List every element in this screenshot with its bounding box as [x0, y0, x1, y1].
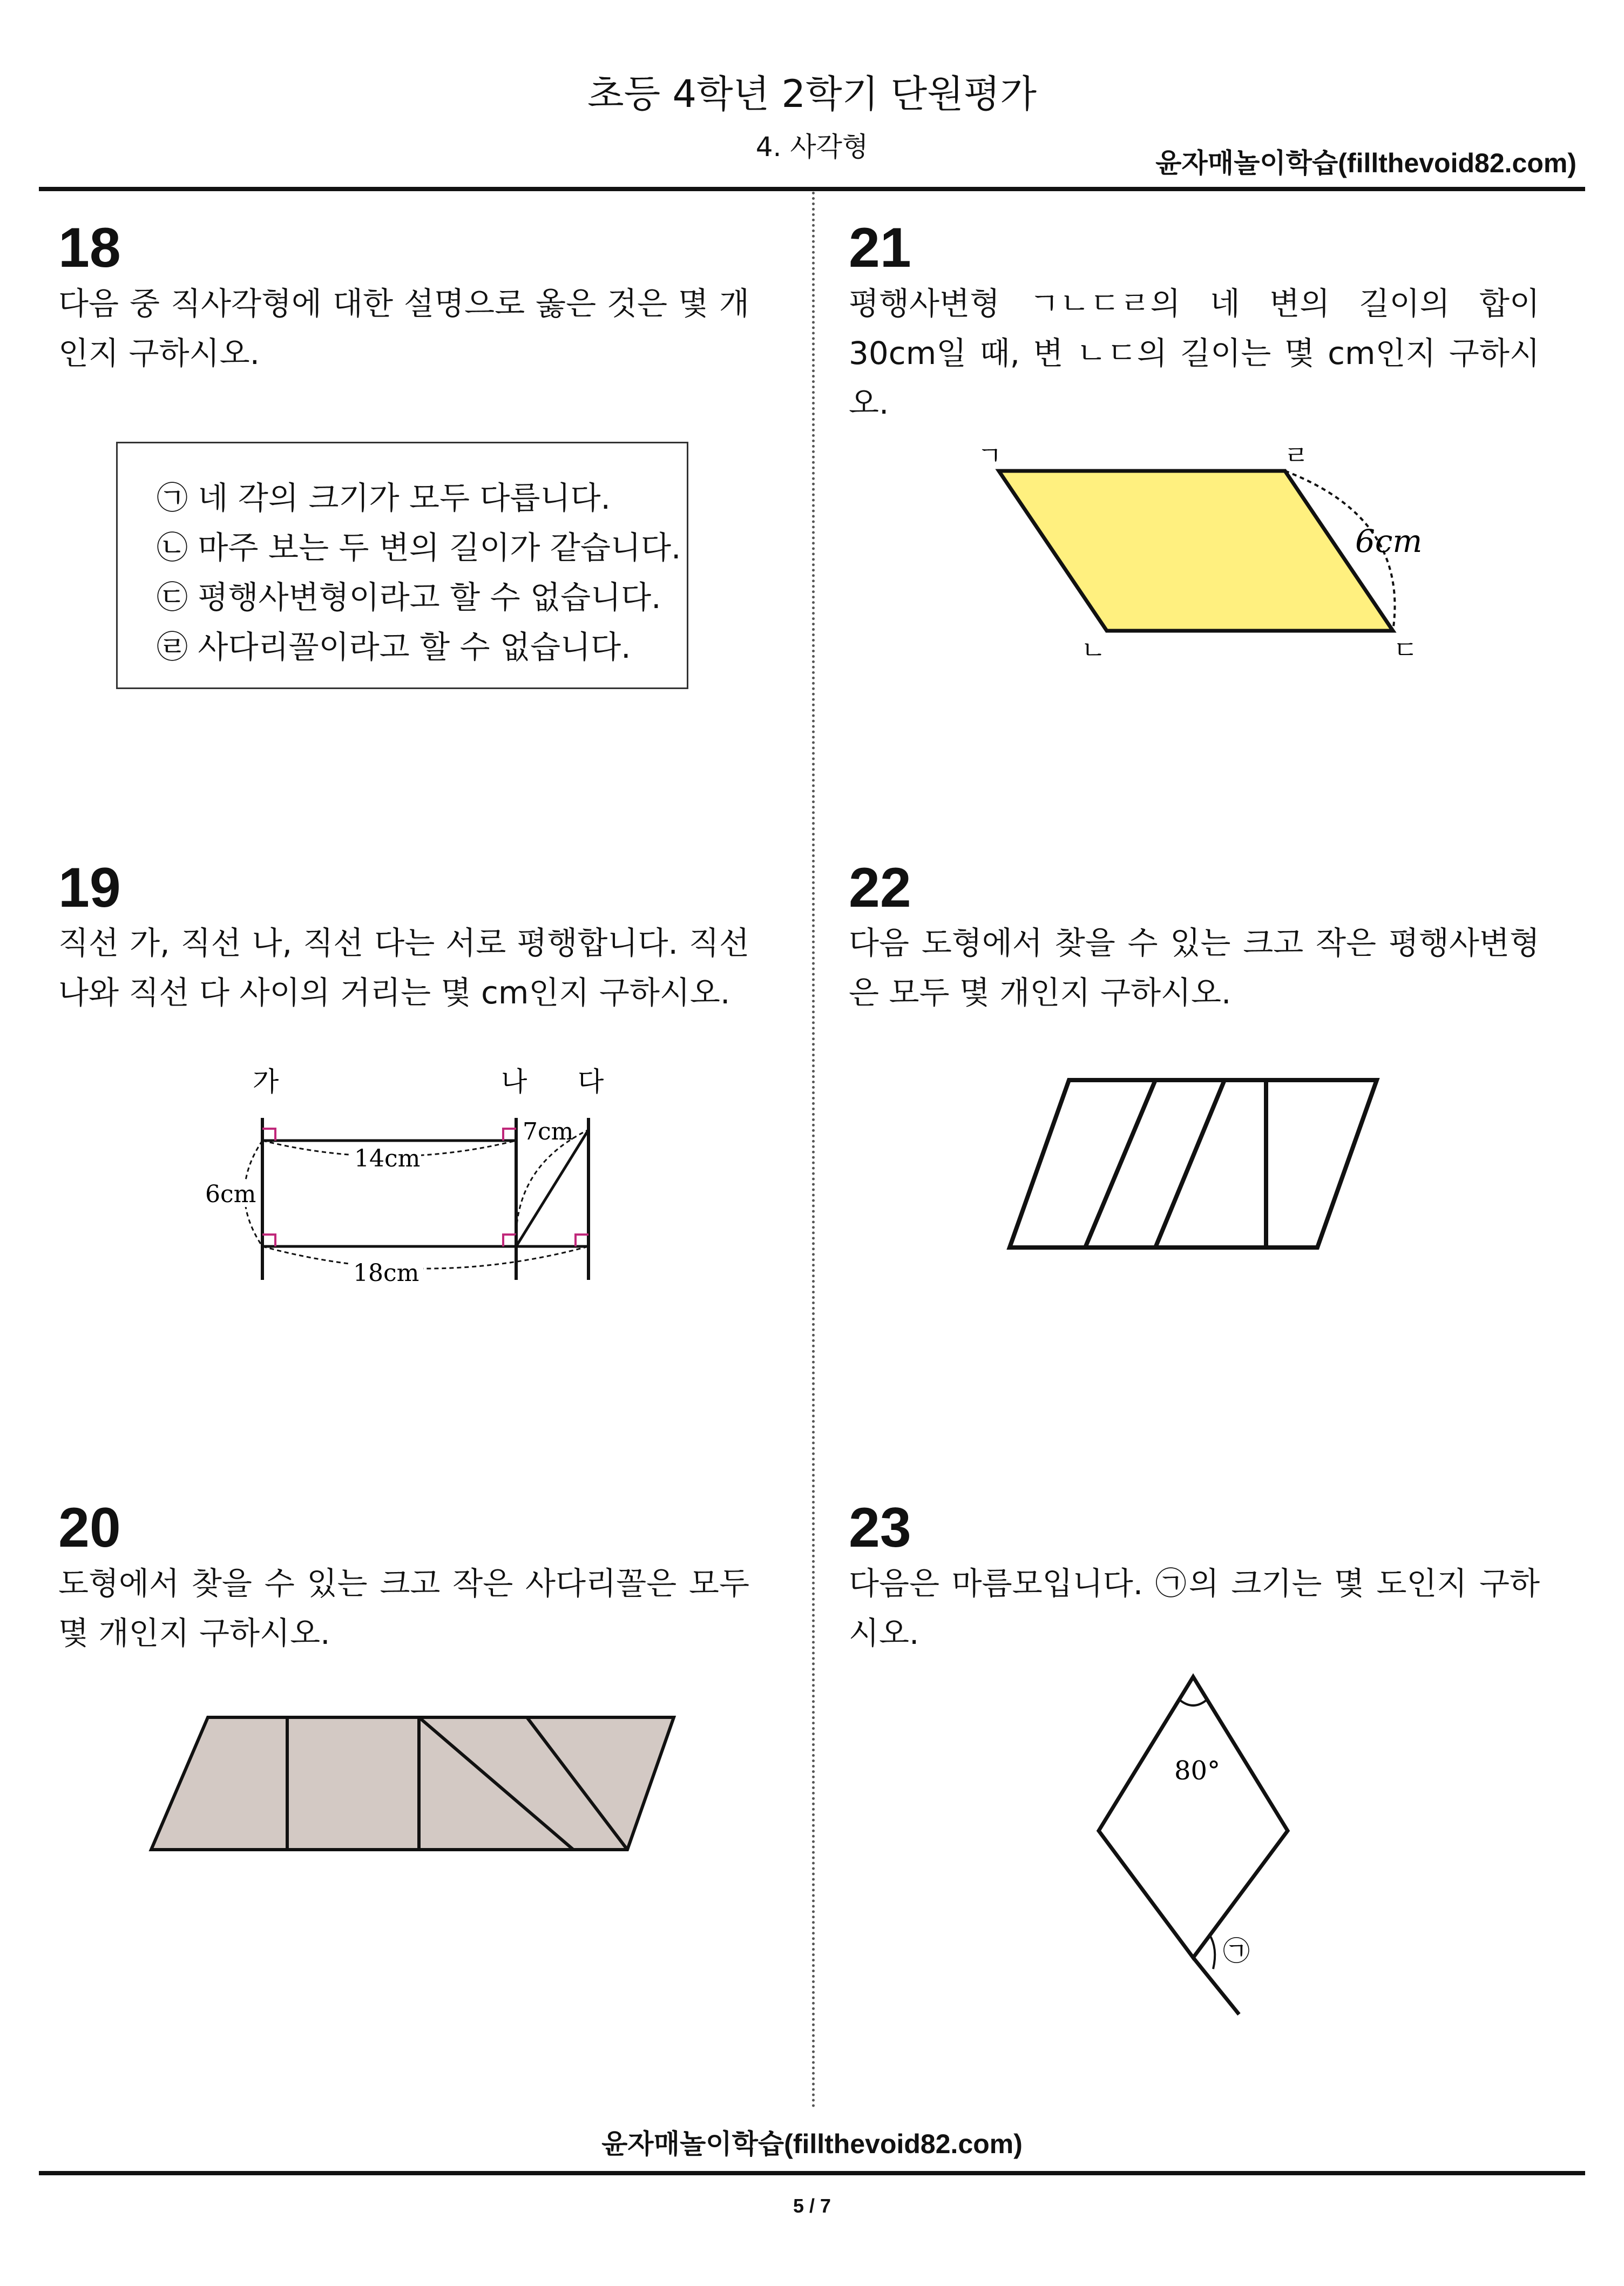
header-rule [39, 187, 1585, 191]
footer-rule [39, 2171, 1585, 2175]
brand-footer: 윤자매놀이학습(fillthevoid82.com) [601, 2129, 1023, 2159]
vertex-d: ㄷ [1393, 635, 1418, 665]
unit-subtitle: 4. 사각형 [755, 131, 869, 163]
page-title: 초등 4학년 2학기 단원평가 [587, 72, 1037, 116]
label-7cm: 7cm [523, 1118, 574, 1145]
right-angle-mark [503, 1129, 516, 1141]
question-18-number: 18 [58, 217, 121, 279]
right-angle-mark [576, 1235, 588, 1246]
question-18-text: 다음 중 직사각형에 대한 설명으로 옳은 것은 몇 개인지 구하시오. [58, 285, 749, 372]
label-angle-mark: ㉠ [1223, 1936, 1250, 1967]
diagonal-segment [516, 1130, 588, 1246]
angle-arc-mark [1209, 1934, 1215, 1969]
label-18cm: 18cm [353, 1259, 419, 1287]
question-20-number: 20 [58, 1496, 121, 1559]
right-angle-mark [503, 1235, 516, 1246]
question-22-text: 다음 도형에서 찾을 수 있는 크고 작은 평행사변형은 모두 몇 개인지 구하시오. [849, 925, 1540, 1011]
label-na: 나 [501, 1066, 527, 1097]
vertex-g: ㄱ [977, 441, 1003, 471]
parallelogram-figure [1010, 1080, 1377, 1247]
label-6cm: 6cm [205, 1181, 256, 1208]
choice-3: ㉢ 평행사변형이라고 할 수 없습니다. [157, 579, 661, 616]
vertex-n: ㄴ [1081, 635, 1106, 665]
trapezoid-figure [151, 1717, 674, 1850]
choice-2: ㉡ 마주 보는 두 변의 길이가 같습니다. [157, 529, 681, 566]
label-ga: 가 [253, 1066, 279, 1097]
label-80deg: 80° [1174, 1756, 1221, 1786]
question-19-number: 19 [58, 857, 121, 919]
brand-header: 윤자매놀이학습(fillthevoid82.com) [1155, 148, 1576, 178]
dim-arc-18 [262, 1246, 588, 1269]
question-22-figure [999, 1072, 1388, 1256]
column-divider [812, 192, 815, 2109]
question-23-figure [1080, 1663, 1296, 2020]
question-19-figure [194, 1064, 626, 1296]
page-number: 5 / 7 [793, 2195, 831, 2217]
choice-4: ㉣ 사다리꼴이라고 할 수 없습니다. [157, 629, 631, 665]
question-20-text: 도형에서 찾을 수 있는 크고 작은 사다리꼴은 모두 몇 개인지 구하시오. [58, 1565, 749, 1651]
label-da: 다 [578, 1066, 604, 1097]
label-14cm: 14cm [354, 1145, 421, 1172]
label-6cm: 6cm [1355, 523, 1423, 559]
question-23-number: 23 [849, 1496, 911, 1559]
question-19-text: 직선 가, 직선 나, 직선 다는 서로 평행합니다. 직선 나와 직선 다 사이의 거리는 몇 cm인지 구하시오. [58, 925, 749, 1011]
question-18-choices-box [116, 442, 688, 689]
vertex-r: ㄹ [1284, 441, 1309, 471]
question-21-number: 21 [849, 217, 911, 279]
question-23-text: 다음은 마름모입니다. ㉠의 크기는 몇 도인지 구하시오. [849, 1565, 1540, 1651]
rhombus [1099, 1677, 1288, 1958]
question-22-number: 22 [849, 857, 911, 919]
parallelogram [999, 471, 1393, 631]
right-angle-mark [262, 1235, 275, 1246]
question-21-text: 평행사변형 ㄱㄴㄷㄹ의 네 변의 길이의 합이 30cm일 때, 변 ㄴㄷ의 길이는 몇 cm인지 구하시오. [849, 285, 1540, 421]
question-20-figure [146, 1712, 680, 1858]
right-angle-mark [262, 1129, 275, 1141]
question-21-figure [961, 432, 1447, 670]
choice-1: ㉠ 네 각의 크기가 모두 다릅니다. [157, 480, 611, 516]
